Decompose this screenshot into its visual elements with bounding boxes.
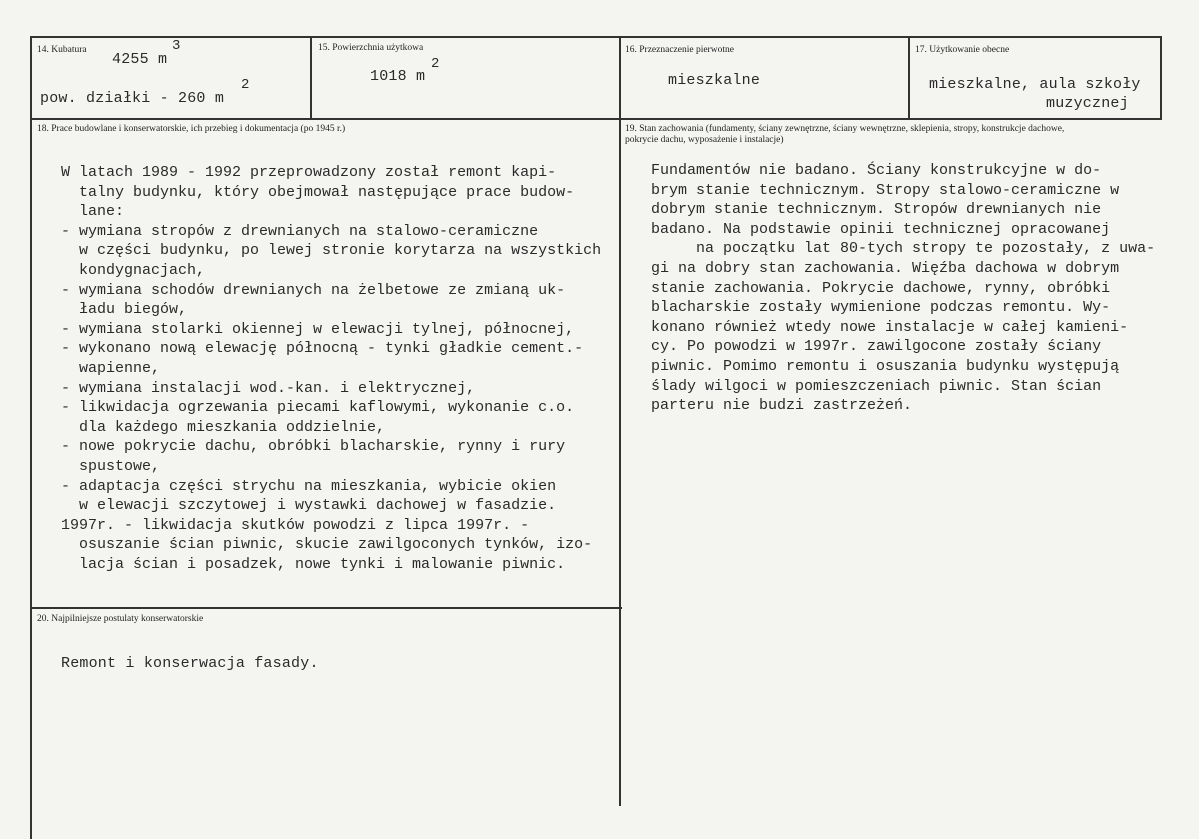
field18-line: ładu biegów, xyxy=(61,301,188,319)
field17-current-use-line2: muzycznej xyxy=(1046,95,1129,112)
field18-line: - wymiana stolarki okiennej w elewacji tylnej, północnej, xyxy=(61,320,575,338)
field15-usable-area: 1018 m xyxy=(370,68,426,85)
field19-line: gi na dobry stan zachowania. Więźba dachowa w dobrym xyxy=(651,259,1120,277)
field14-plot-area: pow. działki - 260 m xyxy=(40,90,225,107)
field18-construction-works xyxy=(61,163,601,574)
left-border xyxy=(30,36,32,839)
field20-postulates: Remont i konserwacja fasady. xyxy=(61,655,319,672)
field19-line: ślady wilgoci w pomieszczeniach piwnic. Stan ścian xyxy=(651,377,1102,395)
field18-line: - nowe pokrycie dachu, obróbki blacharskie, rynny i rury xyxy=(61,438,566,456)
top-border xyxy=(30,36,1162,38)
field18-line: w części budynku, po lewej stronie korytarza na wszystkich xyxy=(61,242,602,260)
field14-volume-exponent: 3 xyxy=(172,38,181,54)
field18-line: - adaptacja części strychu na mieszkania, wybicie okien xyxy=(61,477,557,495)
field18-line: - wykonano nową elewację północną - tynki gładkie cement.- xyxy=(61,340,584,358)
field17-label: 17. Użytkowanie obecne xyxy=(915,45,1010,55)
field19-line: Fundamentów nie badano. Ściany konstrukcyjne w do- xyxy=(651,162,1102,179)
field19-line: parteru nie budzi zastrzeżeń. xyxy=(651,397,913,415)
field19-line: na początku lat 80-tych stropy te pozostały, z uwa- xyxy=(651,240,1156,258)
field19-line: cy. Po powodzi w 1997r. zawilgocone zostały ściany xyxy=(651,338,1102,356)
field19-line: blacharskie zostały wymienione podczas remontu. Wy- xyxy=(651,299,1111,317)
field18-line: osuszanie ścian piwnic, skucie zawilgoconych tynków, izo- xyxy=(61,536,593,554)
field20-top-border xyxy=(30,607,622,609)
field20-label: 20. Najpilniejsze postulaty konserwatorskie xyxy=(37,614,204,624)
field18-line: w elewacji szczytowej i wystawki dachowej w fasadzie. xyxy=(61,497,557,515)
field18-line: - wymiana schodów drewnianych na żelbetowe ze zmianą uk- xyxy=(61,281,566,299)
field14-label: 14. Kubatura xyxy=(37,45,87,55)
field19-line: piwnic. Pomimo remontu i osuszania budynku występują xyxy=(651,357,1120,375)
field16-original-use: mieszkalne xyxy=(668,72,761,89)
field18-line: wapienne, xyxy=(61,359,161,377)
field18-line: lacja ścian i posadzek, nowe tynki i malowanie piwnic. xyxy=(61,555,566,573)
field15-label: 15. Powierzchnia użytkowa xyxy=(318,43,424,53)
field19-label-line2: pokrycie dachu, wyposażenie i instalacje) xyxy=(625,135,784,145)
field18-line: talny budynku, który obejmował następujące prace budow- xyxy=(61,183,575,201)
divider-16-17 xyxy=(908,36,910,119)
divider-14-15 xyxy=(310,36,312,119)
field18-line: lane: xyxy=(61,203,125,221)
field14-plot-area-exponent: 2 xyxy=(241,77,250,93)
field19-condition xyxy=(651,161,1155,416)
field18-line: - likwidacja ogrzewania piecami kaflowymi, wykonanie c.o. xyxy=(61,399,575,417)
field18-line: 1997r. - likwidacja skutków powodzi z lipca 1997r. - xyxy=(61,516,530,534)
field19-label-line1: 19. Stan zachowania (fundamenty, ściany zewnętrzne, ściany wewnętrzne, sklepienia, stropy, konstrukcje dachowe, xyxy=(625,124,1065,134)
field18-line: - wymiana instalacji wod.-kan. i elektrycznej, xyxy=(61,379,476,397)
field19-line: dobrym stanie technicznym. Stropów drewnianych nie xyxy=(651,201,1102,219)
field19-line: badano. Na podstawie opinii technicznej opracowanej xyxy=(651,220,1111,238)
field17-current-use-line1: mieszkalne, aula szkoły xyxy=(929,76,1141,93)
field18-line: - wymiana stropów z drewnianych na stalowo-ceramiczne xyxy=(61,222,539,240)
field18-line: kondygnacjach, xyxy=(61,261,206,279)
field18-line: dla każdego mieszkania oddzielnie, xyxy=(61,418,386,436)
field19-line: konano również wtedy nowe instalacje w całej kamieni- xyxy=(651,318,1129,336)
center-divider xyxy=(619,36,621,806)
field19-line: stanie zachowania. Pokrycie dachowe, rynny, obróbki xyxy=(651,279,1111,297)
field19-line: brym stanie technicznym. Stropy stalowo-ceramiczne w xyxy=(651,181,1120,199)
right-border xyxy=(1160,36,1162,119)
field18-label: 18. Prace budowlane i konserwatorskie, ich przebieg i dokumentacja (po 1945 r.) xyxy=(37,124,346,134)
field18-line: spustowe, xyxy=(61,457,161,475)
field16-label: 16. Przeznaczenie pierwotne xyxy=(625,45,734,55)
field15-usable-area-exponent: 2 xyxy=(431,56,440,72)
field14-volume: 4255 m xyxy=(112,51,168,68)
field18-line: W latach 1989 - 1992 przeprowadzony został remont kapi- xyxy=(61,164,557,181)
row1-bottom-border xyxy=(30,118,1162,120)
